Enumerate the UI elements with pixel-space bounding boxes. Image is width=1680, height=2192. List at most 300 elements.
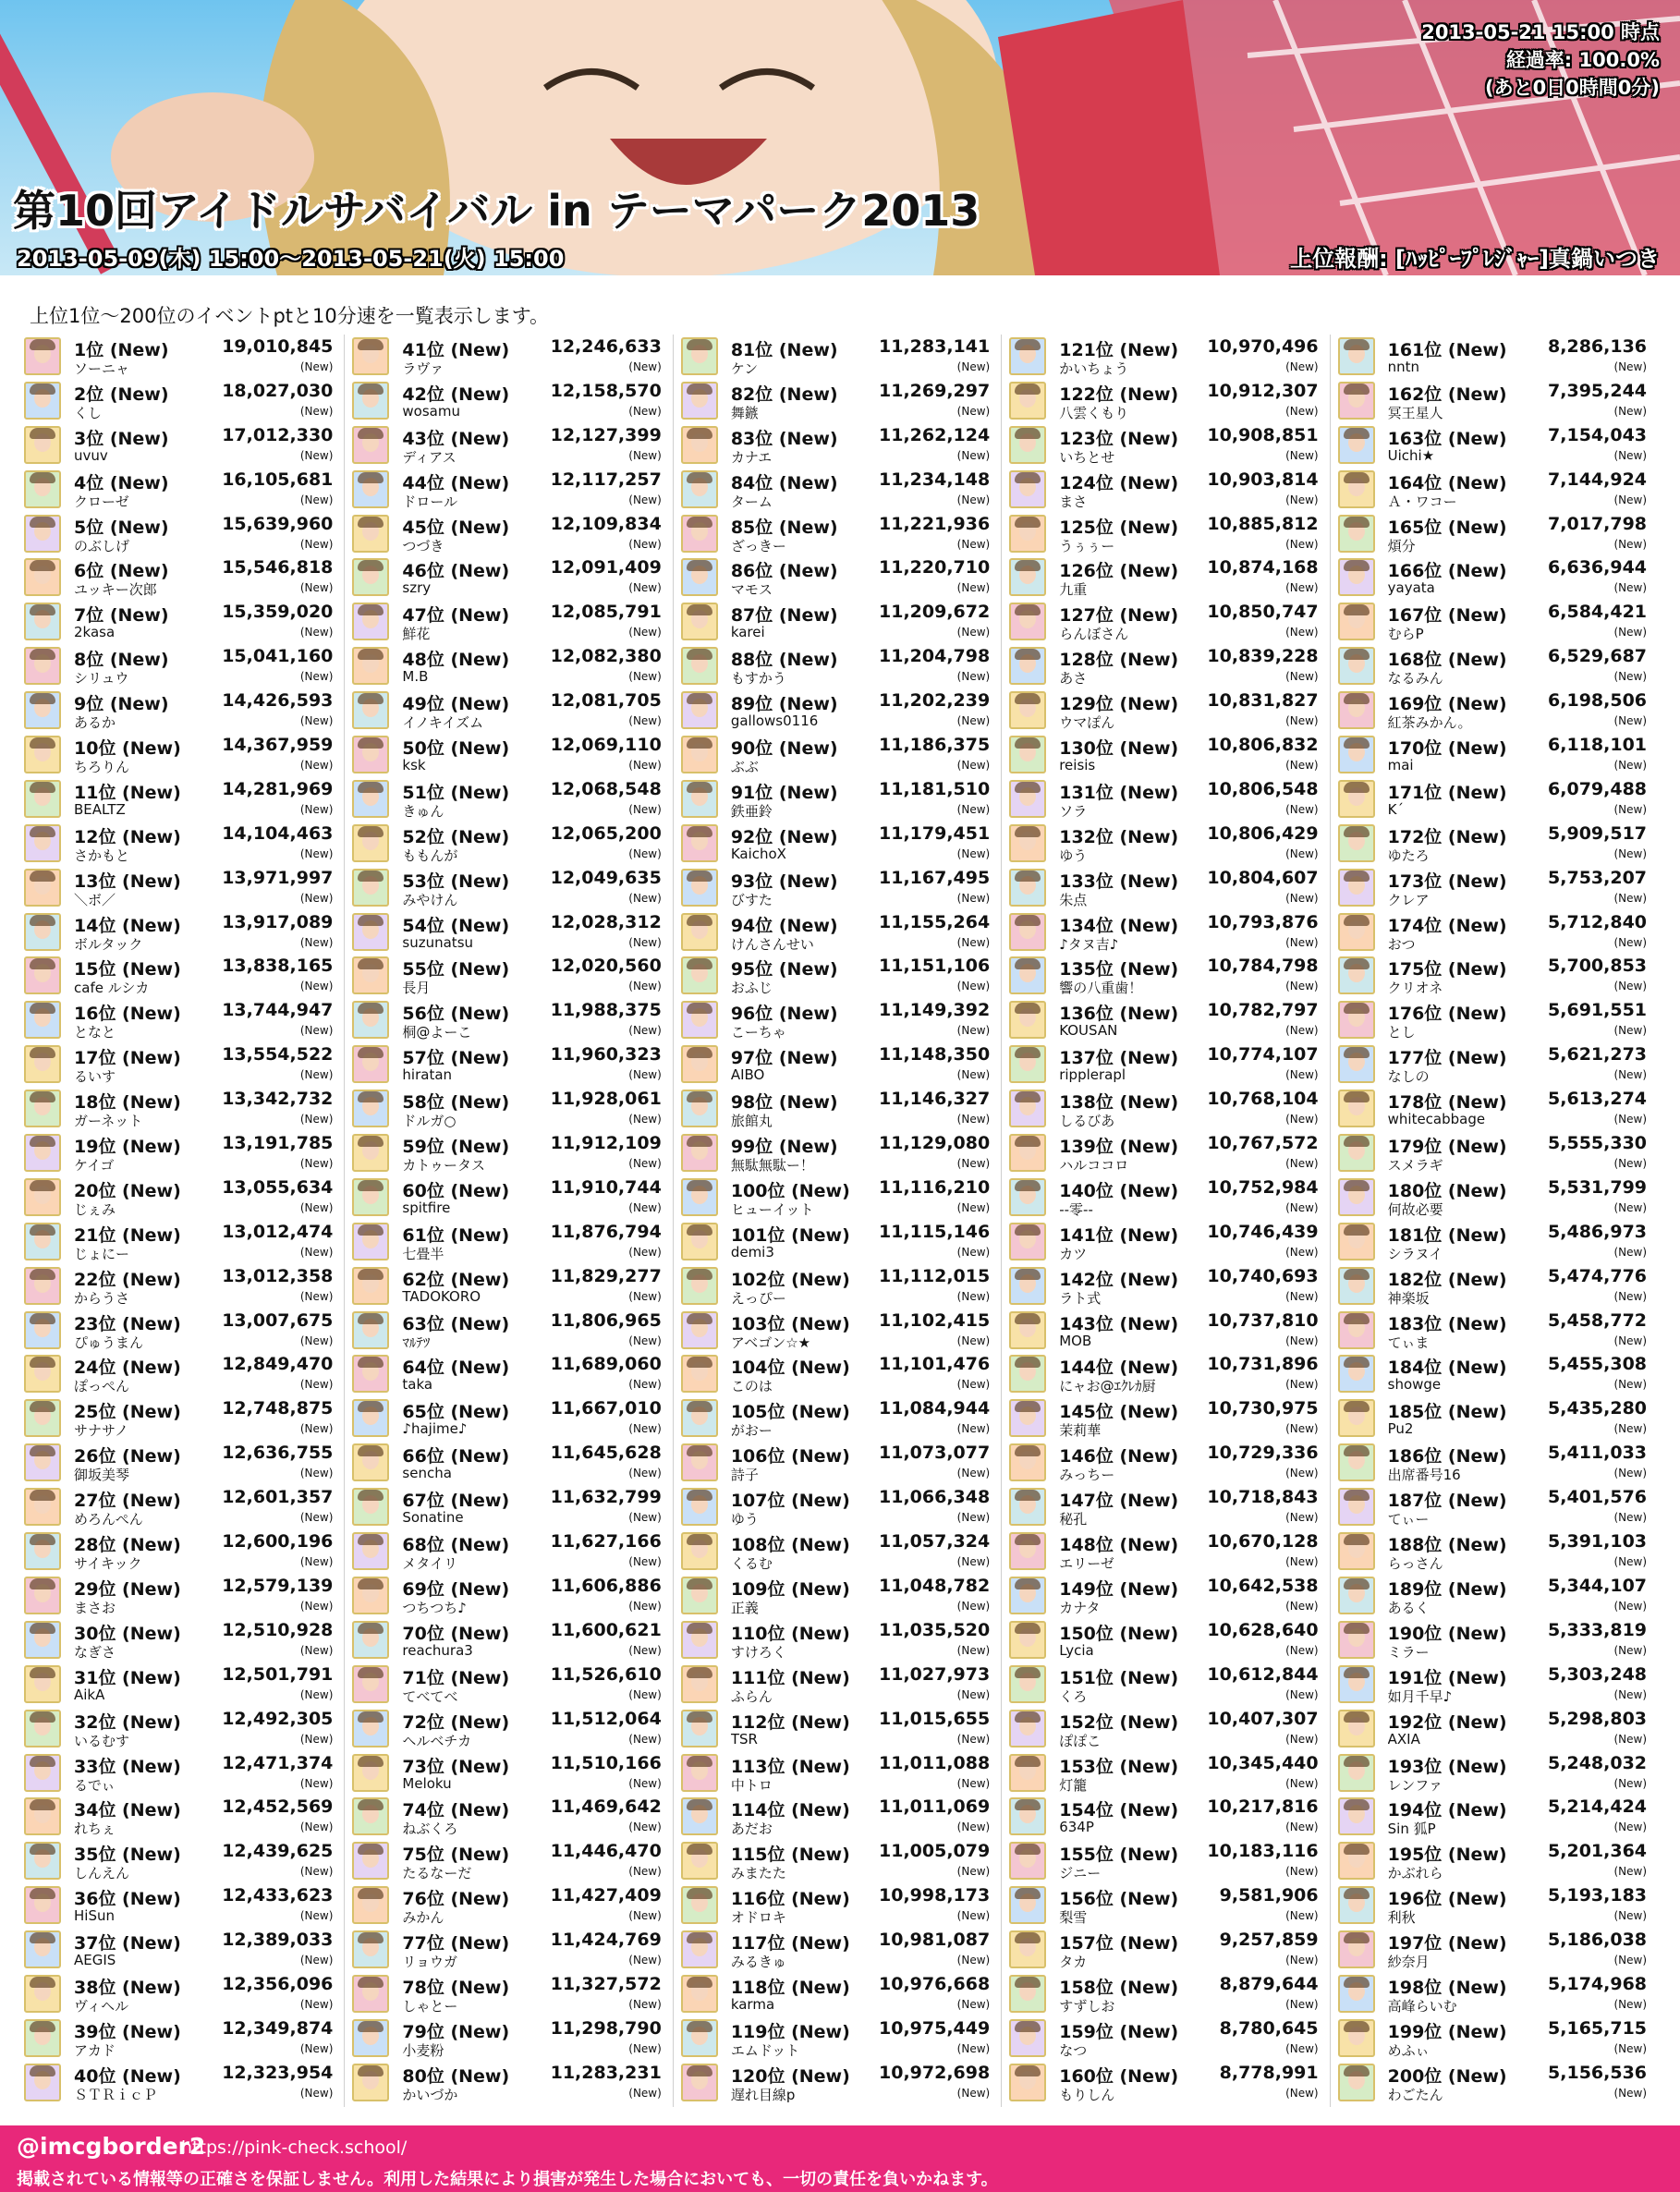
ten-minute-speed: (New) xyxy=(1285,1687,1319,1701)
player-name: TADOKORO xyxy=(402,1287,481,1305)
player-name: シリュウ xyxy=(74,670,129,688)
rank-label: 58位 (New) xyxy=(402,1092,510,1114)
avatar-icon xyxy=(1009,824,1046,862)
rank-label: 102位 (New) xyxy=(730,1269,850,1290)
avatar-icon xyxy=(24,1134,61,1172)
rank-label: 134位 (New) xyxy=(1059,915,1179,936)
ten-minute-speed: (New) xyxy=(956,1289,991,1303)
ranking-row xyxy=(1338,1175,1652,1220)
event-points: 12,158,570 xyxy=(550,380,662,401)
ranking-row xyxy=(1009,1751,1323,1796)
ten-minute-speed: (New) xyxy=(628,360,662,373)
ten-minute-speed: (New) xyxy=(1285,935,1319,949)
rank-label: 95位 (New) xyxy=(730,959,838,980)
player-name: Sin 狐P xyxy=(1387,1821,1436,1838)
ranking-row xyxy=(681,1087,995,1131)
ten-minute-speed: (New) xyxy=(299,1422,334,1436)
player-name: クレア xyxy=(1387,891,1430,908)
player-name: 鮮花 xyxy=(402,626,431,643)
player-name: アカド xyxy=(74,2041,116,2059)
player-name: ざっきー xyxy=(730,537,786,554)
player-name: ＳＴＲｉｃＰ xyxy=(74,2086,158,2103)
event-points: 10,183,116 xyxy=(1207,1841,1319,1862)
rank-label: 138位 (New) xyxy=(1059,1092,1179,1114)
avatar-icon xyxy=(1338,1975,1375,2013)
avatar-icon xyxy=(1338,1621,1375,1659)
ten-minute-speed: (New) xyxy=(628,1113,662,1126)
ten-minute-speed: (New) xyxy=(299,1511,334,1525)
ten-minute-speed: (New) xyxy=(299,448,334,462)
ranking-row xyxy=(24,1396,338,1441)
player-name: てぃま xyxy=(1387,1333,1430,1351)
ten-minute-speed: (New) xyxy=(956,1954,991,1967)
ranking-row xyxy=(1338,1485,1652,1529)
rank-label: 83位 (New) xyxy=(730,428,838,449)
ranking-row xyxy=(1009,468,1323,512)
ranking-row xyxy=(681,1795,995,1839)
rank-label: 41位 (New) xyxy=(402,340,510,360)
avatar-icon xyxy=(352,1621,389,1659)
ten-minute-speed: (New) xyxy=(299,493,334,506)
rank-label: 50位 (New) xyxy=(402,738,510,760)
rank-label: 31位 (New) xyxy=(74,1667,181,1688)
ten-minute-speed: (New) xyxy=(1285,1333,1319,1347)
ten-minute-speed: (New) xyxy=(1613,1422,1648,1436)
player-name: 鉄亜鈴 xyxy=(730,802,773,820)
player-name: みかん xyxy=(402,1909,444,1927)
avatar-icon xyxy=(1338,1267,1375,1305)
avatar-icon xyxy=(352,426,389,464)
ranking-row xyxy=(1009,1839,1323,1883)
player-name: かぶれら xyxy=(1387,1865,1443,1882)
player-name: なつ xyxy=(1059,2041,1088,2059)
ranking-row xyxy=(24,1662,338,1707)
ten-minute-speed: (New) xyxy=(299,935,334,949)
rank-label: 8位 (New) xyxy=(74,650,169,671)
rank-label: 51位 (New) xyxy=(402,782,510,803)
ranking-row xyxy=(24,688,338,733)
ranking-column xyxy=(1009,335,1330,2107)
player-name: さかもと xyxy=(74,846,130,864)
ten-minute-speed: (New) xyxy=(1285,404,1319,418)
avatar-icon xyxy=(24,647,61,685)
player-name: ふらん xyxy=(730,1687,773,1705)
ranking-row xyxy=(681,1972,995,2016)
player-name: 詩子 xyxy=(730,1467,759,1484)
player-name: hiratan xyxy=(402,1066,453,1084)
ten-minute-speed: (New) xyxy=(628,1555,662,1569)
intro-text: 上位1位～200位のイベントptと10分速を一覧表示します。 xyxy=(30,305,550,327)
avatar-icon xyxy=(24,1797,61,1835)
ten-minute-speed: (New) xyxy=(956,935,991,949)
event-points: 11,667,010 xyxy=(550,1398,662,1419)
rank-label: 16位 (New) xyxy=(74,1004,181,1025)
site-link[interactable]: https://pink-check.school/ xyxy=(181,2137,408,2158)
player-name: けんさんせい xyxy=(730,935,814,953)
avatar-icon xyxy=(352,1001,389,1039)
player-name: ドルガ○ xyxy=(402,1113,457,1130)
ranking-row xyxy=(352,1264,666,1309)
ten-minute-speed: (New) xyxy=(1285,1954,1319,1967)
avatar-icon xyxy=(1338,1797,1375,1835)
ranking-row xyxy=(1338,1928,1652,1972)
ranking-row xyxy=(24,1928,338,1972)
player-name: 2kasa xyxy=(74,624,116,641)
avatar-icon xyxy=(24,1267,61,1305)
event-points: 5,186,038 xyxy=(1548,1930,1648,1951)
avatar-icon xyxy=(1338,515,1375,553)
event-points: 12,085,791 xyxy=(550,602,662,623)
ranking-row xyxy=(352,600,666,644)
avatar-icon xyxy=(352,470,389,508)
ten-minute-speed: (New) xyxy=(299,1200,334,1214)
ten-minute-speed: (New) xyxy=(1285,2086,1319,2100)
player-name: 茉莉華 xyxy=(1059,1422,1102,1440)
avatar-icon xyxy=(352,1223,389,1260)
avatar-icon xyxy=(24,382,61,420)
rank-label: 130位 (New) xyxy=(1059,738,1179,760)
rank-label: 184位 (New) xyxy=(1387,1358,1507,1379)
event-points: 11,910,744 xyxy=(550,1176,662,1198)
avatar-icon xyxy=(681,2019,718,2057)
ranking-row xyxy=(681,1131,995,1175)
avatar-icon xyxy=(1338,1710,1375,1748)
event-points: 10,903,814 xyxy=(1207,469,1319,490)
ten-minute-speed: (New) xyxy=(956,626,991,639)
event-points: 11,151,106 xyxy=(879,956,991,977)
ten-minute-speed: (New) xyxy=(956,846,991,860)
ranking-row xyxy=(1338,1883,1652,1928)
event-points: 10,782,797 xyxy=(1207,1000,1319,1021)
ranking-row xyxy=(681,512,995,556)
ten-minute-speed: (New) xyxy=(628,1422,662,1436)
ten-minute-speed: (New) xyxy=(1613,1555,1648,1569)
player-name: にャお@ｴｸﾚｶ厨 xyxy=(1059,1378,1156,1395)
avatar-icon xyxy=(1009,1842,1046,1880)
ten-minute-speed: (New) xyxy=(956,2086,991,2100)
avatar-icon xyxy=(352,1399,389,1437)
avatar-icon xyxy=(1009,1930,1046,1968)
player-name: Ａ・ワコー xyxy=(1387,493,1457,510)
player-name: らんぼさん xyxy=(1059,626,1129,643)
player-name: ぶぶ xyxy=(730,759,759,776)
ranking-row xyxy=(24,600,338,644)
rank-label: 13位 (New) xyxy=(74,871,181,892)
avatar-icon xyxy=(24,869,61,907)
player-name: whitecabbage xyxy=(1387,1111,1486,1128)
event-points: 11,327,572 xyxy=(550,1973,662,1994)
avatar-icon xyxy=(352,1665,389,1703)
ranking-row xyxy=(352,688,666,733)
rank-label: 60位 (New) xyxy=(402,1180,510,1201)
player-name: いるむす xyxy=(74,1732,130,1749)
player-name: 634P xyxy=(1059,1819,1094,1836)
event-points: 14,104,463 xyxy=(222,822,334,844)
avatar-icon xyxy=(681,1975,718,2013)
ranking-row xyxy=(24,644,338,688)
event-points: 7,144,924 xyxy=(1548,469,1648,490)
ten-minute-speed: (New) xyxy=(628,714,662,728)
event-points: 8,778,991 xyxy=(1219,2062,1319,2083)
ten-minute-speed: (New) xyxy=(299,1643,334,1657)
ranking-row xyxy=(1009,1574,1323,1618)
ranking-row xyxy=(352,468,666,512)
player-name: カナタ xyxy=(1059,1599,1101,1616)
avatar-icon xyxy=(681,780,718,818)
player-name: くるむ xyxy=(730,1555,773,1573)
rank-label: 198位 (New) xyxy=(1387,1977,1507,1998)
event-points: 5,700,853 xyxy=(1548,956,1648,977)
rank-label: 23位 (New) xyxy=(74,1313,181,1334)
avatar-icon xyxy=(24,1621,61,1659)
event-points: 10,628,640 xyxy=(1207,1619,1319,1640)
rank-label: 56位 (New) xyxy=(402,1004,510,1025)
ten-minute-speed: (New) xyxy=(1285,1555,1319,1569)
rank-label: 161位 (New) xyxy=(1387,340,1507,360)
player-name: HiSun xyxy=(74,1907,115,1925)
avatar-icon xyxy=(1338,382,1375,420)
ranking-row xyxy=(352,555,666,600)
rank-label: 30位 (New) xyxy=(74,1623,181,1644)
event-points: 10,908,851 xyxy=(1207,424,1319,445)
player-name: サイキック xyxy=(74,1555,142,1573)
event-points: 10,970,496 xyxy=(1207,336,1319,357)
rank-label: 42位 (New) xyxy=(402,384,510,405)
avatar-icon xyxy=(352,2019,389,2057)
player-name: もすかう xyxy=(730,670,786,688)
ten-minute-speed: (New) xyxy=(1285,1068,1319,1082)
player-name: シラヌイ xyxy=(1387,1245,1443,1262)
avatar-icon xyxy=(681,1621,718,1659)
player-name: めろんぺん xyxy=(74,1511,143,1528)
rank-label: 142位 (New) xyxy=(1059,1269,1179,1290)
event-points: 11,202,239 xyxy=(879,690,991,712)
twitter-handle[interactable]: @imcgborder2 xyxy=(17,2133,206,2160)
event-points: 11,689,060 xyxy=(550,1354,662,1375)
player-name: めふぃ xyxy=(1387,2041,1430,2059)
event-points: 11,600,621 xyxy=(550,1619,662,1640)
ten-minute-speed: (New) xyxy=(628,935,662,949)
event-points: 12,349,874 xyxy=(222,2017,334,2039)
rank-label: 18位 (New) xyxy=(74,1092,181,1114)
player-name: 冥王星人 xyxy=(1387,404,1443,421)
rank-label: 85位 (New) xyxy=(730,517,838,538)
event-points: 11,186,375 xyxy=(879,735,991,756)
rank-label: 107位 (New) xyxy=(730,1491,850,1512)
ranking-row xyxy=(681,1707,995,1751)
event-points: 11,129,080 xyxy=(879,1133,991,1154)
ten-minute-speed: (New) xyxy=(628,1200,662,1214)
event-points: 5,391,103 xyxy=(1548,1531,1648,1553)
player-name: リョウガ xyxy=(402,1954,457,1971)
ranking-table xyxy=(24,335,1658,2107)
event-points: 11,084,944 xyxy=(879,1398,991,1419)
rank-label: 190位 (New) xyxy=(1387,1623,1507,1644)
event-points: 10,731,896 xyxy=(1207,1354,1319,1375)
ten-minute-speed: (New) xyxy=(1285,1113,1319,1126)
rank-label: 166位 (New) xyxy=(1387,561,1507,582)
rank-label: 96位 (New) xyxy=(730,1004,838,1025)
rank-label: 159位 (New) xyxy=(1059,2021,1179,2042)
ten-minute-speed: (New) xyxy=(1613,404,1648,418)
player-name: 桐@よーこ xyxy=(402,1024,472,1041)
event-points: 11,632,799 xyxy=(550,1487,662,1508)
ten-minute-speed: (New) xyxy=(1613,1113,1648,1126)
ranking-row xyxy=(1009,954,1323,998)
ranking-row xyxy=(24,1131,338,1175)
ranking-row xyxy=(1009,688,1323,733)
avatar-icon xyxy=(681,1754,718,1792)
player-name: ぽぽこ xyxy=(1059,1732,1102,1749)
avatar-icon xyxy=(681,1045,718,1083)
ten-minute-speed: (New) xyxy=(1613,1245,1648,1259)
player-name: 響の八重歯！ xyxy=(1059,980,1143,997)
player-name: AEGIS xyxy=(74,1952,116,1969)
rank-label: 53位 (New) xyxy=(402,871,510,892)
avatar-icon xyxy=(1338,1754,1375,1792)
event-points: 10,407,307 xyxy=(1207,1708,1319,1729)
avatar-icon xyxy=(1009,1975,1046,2013)
event-points: 6,636,944 xyxy=(1548,557,1648,578)
time-remaining: (あと0日0時間0分) xyxy=(1484,77,1660,99)
ten-minute-speed: (New) xyxy=(1285,2041,1319,2055)
event-points: 11,469,642 xyxy=(550,1796,662,1818)
avatar-icon xyxy=(1338,780,1375,818)
ranking-row xyxy=(1009,1087,1323,1131)
ranking-row xyxy=(352,1839,666,1883)
ranking-row xyxy=(24,866,338,910)
event-points: 6,079,488 xyxy=(1548,778,1648,799)
player-name: spitfire xyxy=(402,1199,451,1216)
ten-minute-speed: (New) xyxy=(1613,493,1648,506)
avatar-icon xyxy=(1009,1665,1046,1703)
rank-label: 115位 (New) xyxy=(730,1845,850,1866)
ranking-row xyxy=(24,423,338,468)
avatar-icon xyxy=(24,1975,61,2013)
ranking-row xyxy=(1338,555,1652,600)
avatar-icon xyxy=(681,1178,718,1216)
ten-minute-speed: (New) xyxy=(1285,1909,1319,1923)
event-points: 10,767,572 xyxy=(1207,1133,1319,1154)
rank-label: 116位 (New) xyxy=(730,1889,850,1910)
ten-minute-speed: (New) xyxy=(956,448,991,462)
ten-minute-speed: (New) xyxy=(1613,1776,1648,1790)
event-points: 11,510,166 xyxy=(550,1752,662,1773)
avatar-icon xyxy=(1338,558,1375,596)
avatar-icon xyxy=(681,1886,718,1924)
avatar-icon xyxy=(1009,1134,1046,1172)
ten-minute-speed: (New) xyxy=(299,1024,334,1038)
rank-label: 78位 (New) xyxy=(402,1977,510,1998)
ranking-row xyxy=(681,1928,995,1972)
ten-minute-speed: (New) xyxy=(1613,1378,1648,1392)
player-name: 遅れ目線p xyxy=(730,2086,796,2103)
player-name: ねぶくろ xyxy=(402,1821,458,1838)
event-points: 11,115,146 xyxy=(879,1221,991,1242)
avatar-icon xyxy=(1009,1090,1046,1127)
avatar-icon xyxy=(24,1842,61,1880)
player-name: karma xyxy=(730,1995,775,2013)
event-points: 10,850,747 xyxy=(1207,602,1319,623)
player-name: yayata xyxy=(1387,579,1435,597)
event-points: 11,806,965 xyxy=(550,1309,662,1331)
event-points: 5,165,715 xyxy=(1548,2017,1648,2039)
avatar-icon xyxy=(352,2064,389,2101)
rank-label: 101位 (New) xyxy=(730,1224,850,1246)
avatar-icon xyxy=(1009,780,1046,818)
ranking-row xyxy=(352,954,666,998)
ranking-row xyxy=(681,688,995,733)
ten-minute-speed: (New) xyxy=(956,1821,991,1834)
ten-minute-speed: (New) xyxy=(299,2086,334,2100)
ranking-row xyxy=(352,1087,666,1131)
player-name: クリオネ xyxy=(1387,980,1443,997)
ranking-row xyxy=(1009,1352,1323,1396)
ten-minute-speed: (New) xyxy=(628,759,662,773)
ranking-row xyxy=(24,1042,338,1087)
ten-minute-speed: (New) xyxy=(1285,360,1319,373)
ten-minute-speed: (New) xyxy=(299,1821,334,1834)
ranking-row xyxy=(681,910,995,955)
event-points: 5,248,032 xyxy=(1548,1752,1648,1773)
event-points: 8,780,645 xyxy=(1219,2017,1319,2039)
event-points: 8,286,136 xyxy=(1548,336,1648,357)
ranking-row xyxy=(24,1485,338,1529)
ten-minute-speed: (New) xyxy=(628,1643,662,1657)
player-name: 高峰らいむ xyxy=(1387,1997,1457,2015)
ten-minute-speed: (New) xyxy=(299,802,334,816)
ten-minute-speed: (New) xyxy=(1613,1865,1648,1879)
ranking-row xyxy=(24,1529,338,1574)
ranking-row xyxy=(1009,600,1323,644)
event-points: 11,181,510 xyxy=(879,778,991,799)
player-name: ゆう xyxy=(1059,846,1088,864)
avatar-icon xyxy=(1338,1090,1375,1127)
event-points: 11,073,077 xyxy=(879,1443,991,1464)
avatar-icon xyxy=(681,337,718,375)
avatar-icon xyxy=(1338,1842,1375,1880)
ranking-row xyxy=(352,910,666,955)
event-points: 5,174,968 xyxy=(1548,1973,1648,1994)
avatar-icon xyxy=(352,691,389,729)
player-name: wosamu xyxy=(402,402,460,420)
ranking-row xyxy=(24,2016,338,2061)
ranking-row xyxy=(681,954,995,998)
ten-minute-speed: (New) xyxy=(1613,448,1648,462)
event-points: 10,746,439 xyxy=(1207,1221,1319,1242)
player-name: 如月千早♪ xyxy=(1387,1687,1453,1705)
event-points: 5,909,517 xyxy=(1548,822,1648,844)
rank-label: 128位 (New) xyxy=(1059,650,1179,671)
rank-label: 156位 (New) xyxy=(1059,1889,1179,1910)
ten-minute-speed: (New) xyxy=(1613,1643,1648,1657)
rank-label: 59位 (New) xyxy=(402,1137,510,1158)
rank-label: 132位 (New) xyxy=(1059,826,1179,847)
ranking-row xyxy=(1009,1264,1323,1309)
ten-minute-speed: (New) xyxy=(628,1511,662,1525)
avatar-icon xyxy=(1338,1001,1375,1039)
rank-label: 151位 (New) xyxy=(1059,1667,1179,1688)
rank-label: 104位 (New) xyxy=(730,1358,850,1379)
ranking-row xyxy=(352,1396,666,1441)
avatar-icon xyxy=(352,736,389,773)
ranking-row xyxy=(352,733,666,777)
ten-minute-speed: (New) xyxy=(956,1732,991,1746)
ten-minute-speed: (New) xyxy=(628,980,662,993)
event-points: 10,885,812 xyxy=(1207,513,1319,534)
player-name: ちろりん xyxy=(74,759,130,776)
ranking-row xyxy=(1009,1529,1323,1574)
